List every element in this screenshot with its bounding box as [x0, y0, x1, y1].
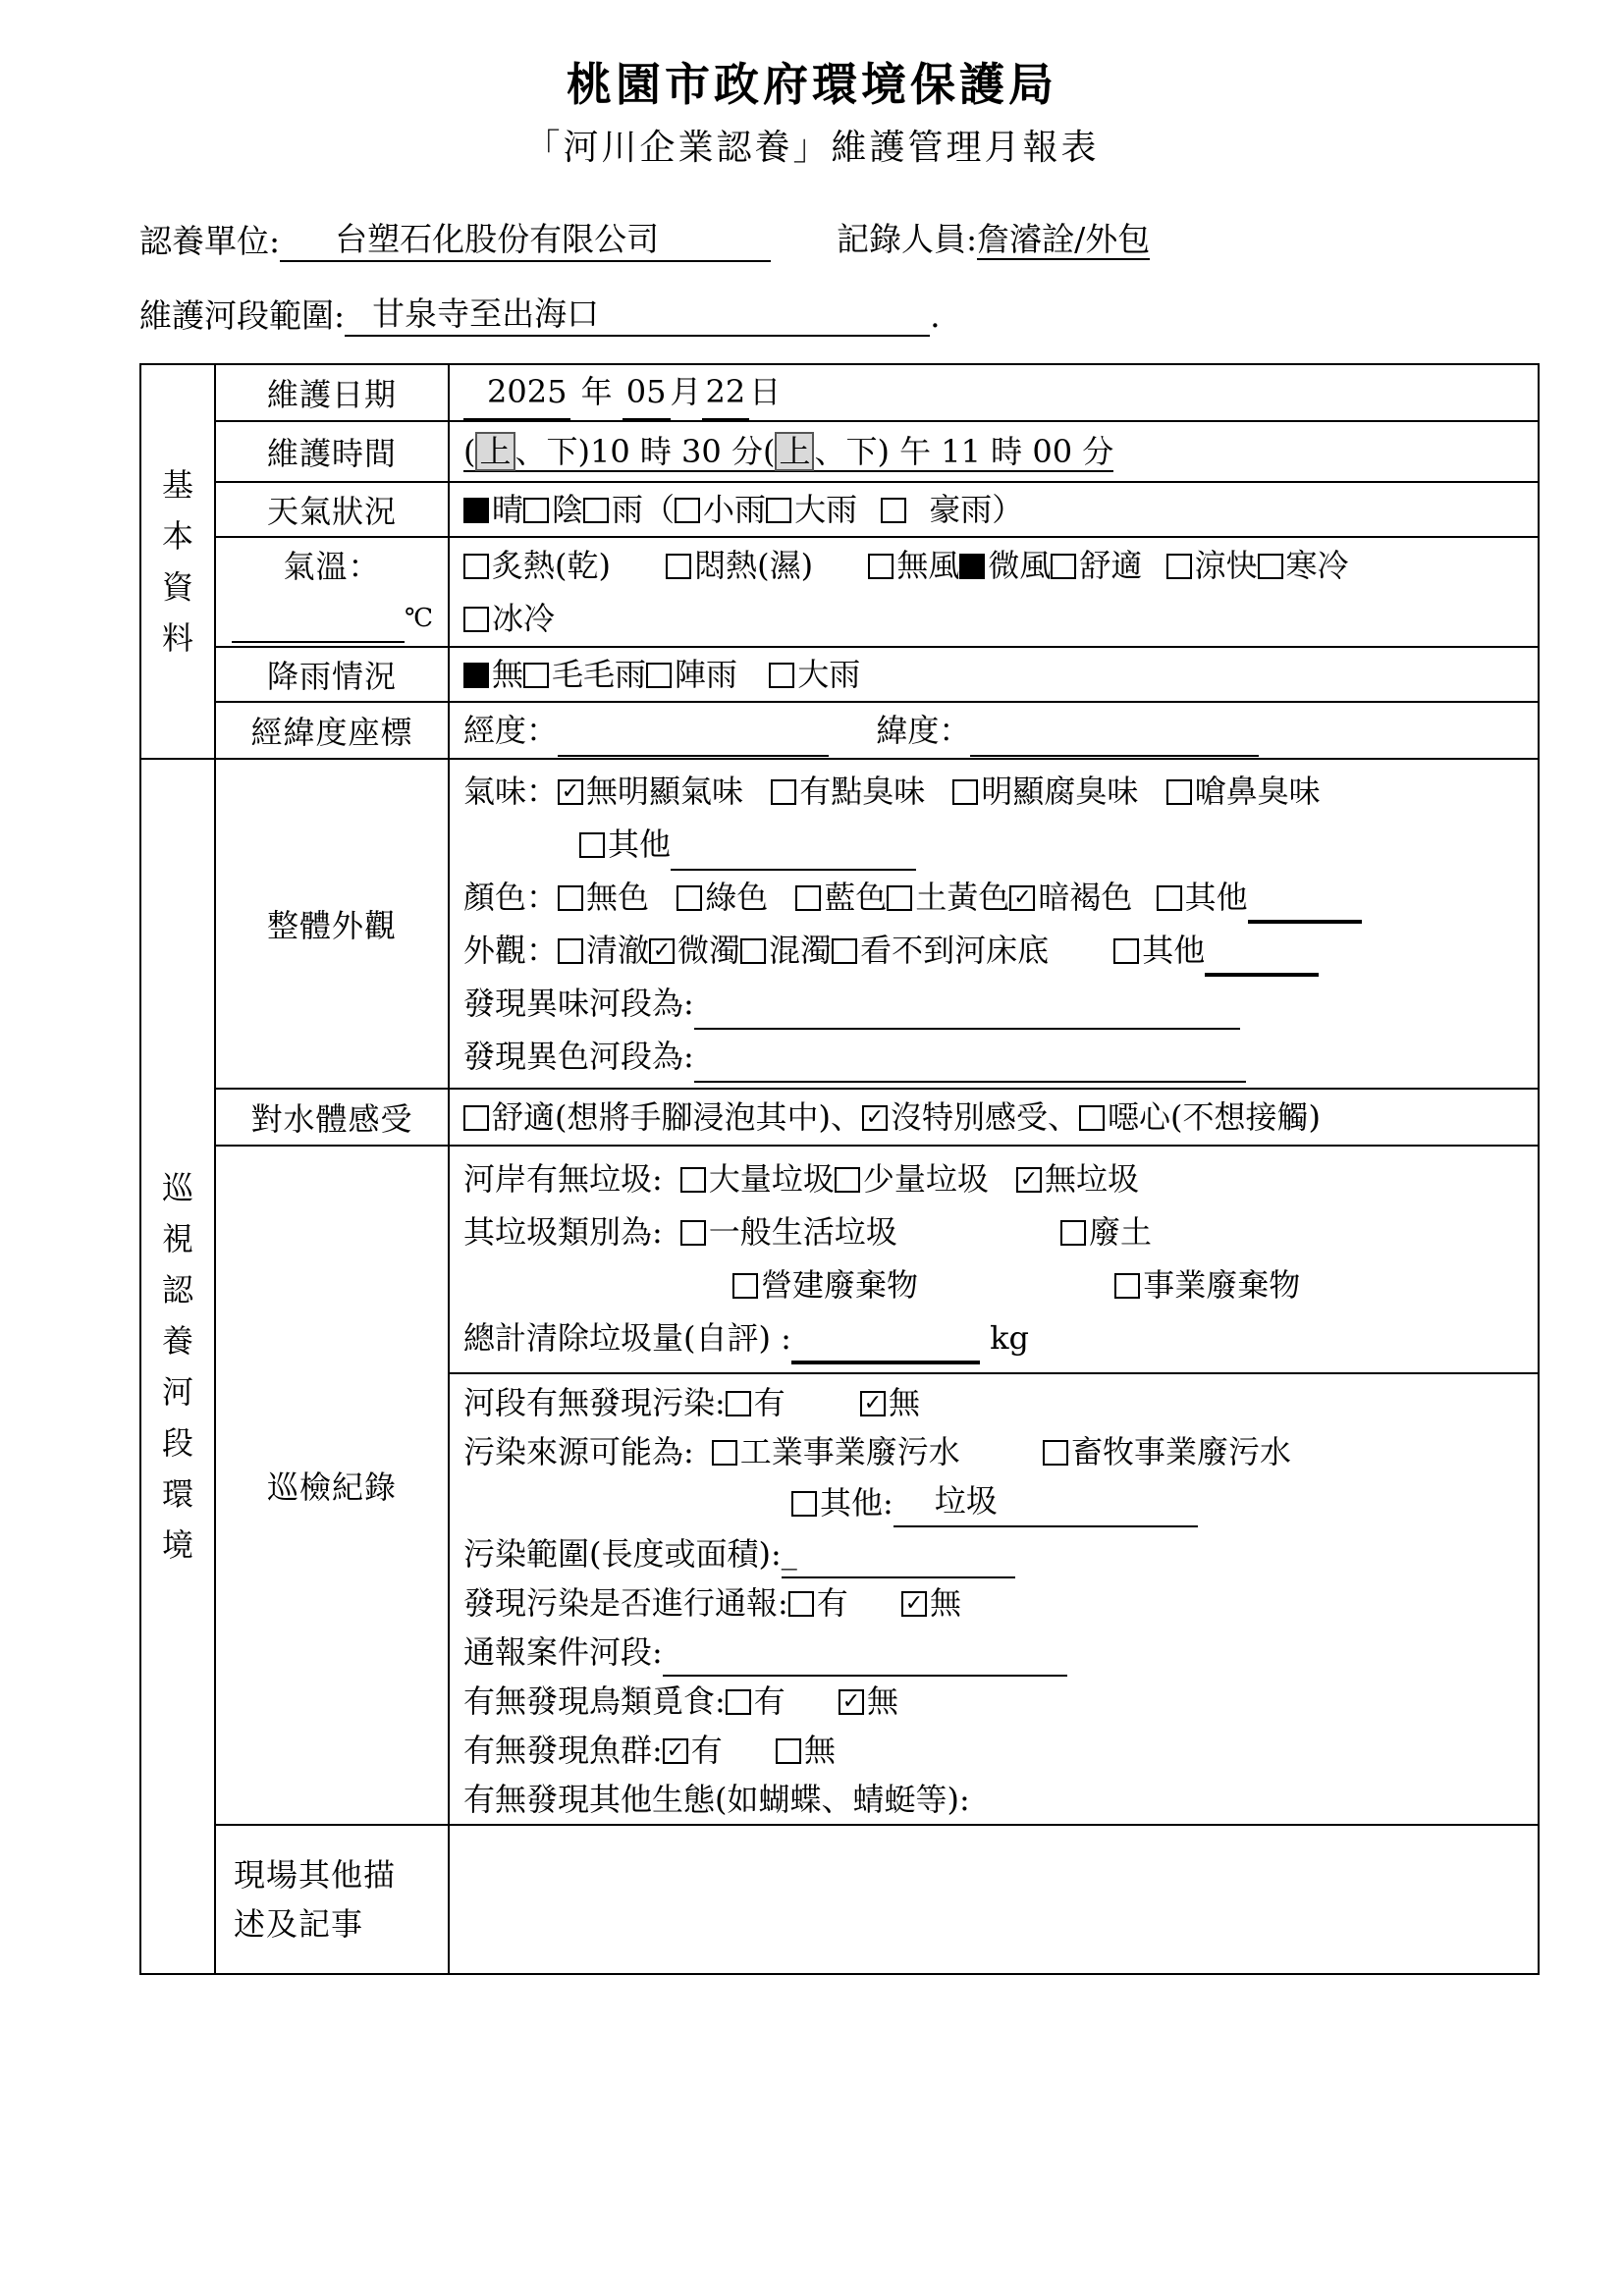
temp-unit: ℃	[405, 603, 435, 633]
temp-breeze-checkbox[interactable]	[959, 554, 985, 579]
odor-section-label: 發現異味河段為:	[463, 985, 694, 1022]
rain-shower-checkbox[interactable]	[646, 663, 672, 688]
notes-label	[215, 1825, 449, 1974]
source-other-checkbox[interactable]	[791, 1491, 817, 1517]
odor-pungent-label: 嗆鼻臭味	[1194, 773, 1321, 810]
time-end: 、下) 午 11 時 00 分	[814, 433, 1114, 470]
look-clear-checkbox[interactable]	[558, 938, 583, 964]
feeling-nothing-label: 沒特別感受、	[890, 1098, 1079, 1136]
weather-field	[449, 482, 1539, 537]
coord-lat-input[interactable]	[970, 755, 1259, 757]
coord-label: 經緯度座標	[215, 702, 449, 759]
section-end: .	[930, 296, 941, 335]
group-basic-label: 基本資料	[161, 466, 193, 657]
weather-light-label: 小雨	[703, 491, 767, 528]
type-industrial-label: 事業廢棄物	[1143, 1266, 1301, 1304]
recorder-value: 詹濬詮/外包	[977, 220, 1151, 258]
appearance-label: 整體外觀	[215, 759, 449, 1089]
temp-hot-dry-label: 炙熱(乾)	[492, 547, 611, 584]
time-am-2[interactable]: 上	[775, 432, 814, 471]
time-text	[463, 433, 1113, 472]
report-section-label: 通報案件河段:	[463, 1633, 663, 1671]
report-no-checkbox[interactable]	[901, 1591, 927, 1617]
report-label: 發現污染是否進行通報:	[463, 1584, 788, 1622]
color-yellow-checkbox[interactable]	[887, 885, 912, 911]
look-slight-label: 微濁	[677, 932, 741, 969]
feeling-disgust-checkbox[interactable]	[1079, 1105, 1105, 1131]
coord-lat-label: 緯度：	[876, 712, 971, 749]
time-am-1[interactable]: 上	[475, 432, 514, 471]
recorder-label: 記錄人員:	[837, 220, 978, 258]
range-input[interactable]	[782, 1527, 1015, 1578]
trash-lot-checkbox[interactable]	[680, 1167, 706, 1193]
temp-cell	[215, 537, 449, 647]
form-title: 「河川企業認養」維護管理月報表	[524, 128, 1100, 168]
weather-cloudy-checkbox[interactable]	[523, 498, 549, 523]
odor-none-label: 無明顯氣味	[586, 773, 744, 810]
weather-storm-label: 豪雨）	[929, 491, 1024, 528]
org-title: 桃園市政府環境保護局	[567, 58, 1057, 111]
trash-little-checkbox[interactable]	[835, 1167, 860, 1193]
temp-cool-label: 涼快	[1194, 547, 1258, 584]
date-day-unit: 日	[749, 373, 782, 410]
temp-breeze-label: 微風	[988, 547, 1052, 584]
look-other-label: 其他	[1142, 932, 1206, 969]
trash-none-checkbox[interactable]	[1016, 1167, 1042, 1193]
feeling-field	[449, 1089, 1539, 1146]
type-construction-label: 營建廢棄物	[761, 1266, 919, 1304]
group-basic	[140, 364, 215, 759]
temp-icy-checkbox[interactable]	[463, 607, 489, 632]
coord-field	[449, 702, 1539, 759]
time-start: 、下)10 時 30 分(	[514, 433, 776, 470]
time-field[interactable]	[449, 421, 1539, 482]
color-brown-checkbox[interactable]	[1009, 885, 1035, 911]
temp-comfort-label: 舒適	[1079, 547, 1143, 584]
source-other-label: 其他:	[820, 1484, 893, 1522]
feeling-nothing-checkbox[interactable]	[862, 1105, 888, 1131]
appearance-field	[449, 759, 1539, 1089]
color-section-label: 發現異色河段為:	[463, 1038, 694, 1075]
temp-cold-label: 寒冷	[1285, 547, 1349, 584]
type-household-checkbox[interactable]	[680, 1220, 706, 1246]
pollution-yes-label: 有	[753, 1384, 785, 1421]
section-value: 甘泉寺至出海口	[372, 294, 600, 333]
weather-cloudy-label: 陰	[552, 491, 584, 528]
temp-cold-checkbox[interactable]	[1258, 554, 1283, 579]
odor-other-checkbox[interactable]	[579, 832, 605, 858]
rain-shower-label: 陣雨	[675, 656, 738, 693]
color-label: 顏色：	[463, 879, 559, 916]
trash-little-label: 少量垃圾	[862, 1160, 989, 1198]
adopter-row	[139, 214, 771, 262]
report-yes-label: 有	[816, 1584, 848, 1622]
weather-heavy-label: 大雨	[794, 491, 858, 528]
date-year: 2025	[463, 365, 570, 420]
birds-yes-label: 有	[753, 1682, 785, 1720]
odor-slight-checkbox[interactable]	[771, 779, 796, 805]
fish-no-label: 無	[803, 1732, 836, 1769]
fish-yes-checkbox[interactable]	[663, 1738, 688, 1764]
recorder-row	[837, 214, 1150, 260]
color-none-checkbox[interactable]	[558, 885, 583, 911]
color-green-checkbox[interactable]	[677, 885, 702, 911]
rain-none-checkbox[interactable]	[463, 663, 489, 688]
inspection-field	[449, 1146, 1539, 1825]
source-livestock-label: 畜牧事業廢污水	[1070, 1433, 1291, 1470]
rain-drizzle-label: 毛毛雨	[552, 656, 647, 693]
look-bottom-checkbox[interactable]	[832, 938, 857, 964]
odor-pungent-checkbox[interactable]	[1166, 779, 1192, 805]
color-yellow-label: 土黃色	[915, 879, 1010, 916]
color-blue-checkbox[interactable]	[795, 885, 821, 911]
look-bottom-label: 看不到河床底	[860, 932, 1050, 969]
weather-sunny-checkbox[interactable]	[463, 498, 489, 523]
type-soil-label: 廢土	[1088, 1213, 1152, 1251]
color-other-label: 其他	[1184, 879, 1248, 916]
look-other-checkbox[interactable]	[1113, 938, 1139, 964]
weather-light-checkbox[interactable]	[675, 498, 700, 523]
pollution-block	[450, 1372, 1538, 1824]
pollution-label: 河段有無發現污染:	[463, 1384, 726, 1421]
temp-hot-humid-checkbox[interactable]	[666, 554, 691, 579]
trash-none-label: 無垃圾	[1045, 1160, 1140, 1198]
fish-no-checkbox[interactable]	[776, 1738, 801, 1764]
pollution-no-checkbox[interactable]	[860, 1391, 886, 1416]
odor-rotten-checkbox[interactable]	[952, 779, 978, 805]
fish-label: 有無發現魚群:	[463, 1732, 663, 1769]
rain-drizzle-checkbox[interactable]	[523, 663, 549, 688]
temp-no-wind-checkbox[interactable]	[868, 554, 893, 579]
pollution-yes-checkbox[interactable]	[726, 1391, 751, 1416]
weather-label: 天氣狀況	[215, 482, 449, 537]
odor-rotten-label: 明顯腐臭味	[981, 773, 1139, 810]
type-industrial-checkbox[interactable]	[1114, 1273, 1140, 1299]
odor-slight-label: 有點臭味	[799, 773, 926, 810]
group-patrol	[140, 759, 215, 1974]
source-other-input[interactable]	[893, 1476, 1198, 1527]
section-row	[139, 289, 941, 337]
birds-yes-checkbox[interactable]	[726, 1689, 751, 1715]
color-blue-label: 藍色	[824, 879, 888, 916]
date-day: 22	[702, 365, 750, 420]
rain-label: 降雨情況	[215, 647, 449, 702]
color-other-checkbox[interactable]	[1157, 885, 1182, 911]
look-turbid-checkbox[interactable]	[740, 938, 766, 964]
source-other-value: 垃圾	[934, 1482, 998, 1520]
trash-block	[463, 1147, 1538, 1372]
temp-comfort-checkbox[interactable]	[1051, 554, 1076, 579]
look-clear-label: 清澈	[586, 932, 650, 969]
report-yes-checkbox[interactable]	[788, 1591, 814, 1617]
weather-rain-label: 雨（	[612, 491, 676, 528]
temp-label: 氣溫：	[283, 547, 381, 585]
type-soil-checkbox[interactable]	[1060, 1220, 1086, 1246]
birds-label: 有無發現鳥類覓食:	[463, 1682, 726, 1720]
feeling-comfort-checkbox[interactable]	[463, 1105, 489, 1131]
feeling-comfort-label: 舒適(想將手腳浸泡其中)、	[492, 1098, 862, 1136]
coord-lng-input[interactable]	[558, 755, 829, 757]
type-label: 其垃圾類別為:	[463, 1213, 663, 1251]
temp-no-wind-label: 無風	[896, 547, 960, 584]
inspection-label: 巡檢紀錄	[215, 1146, 449, 1825]
adopter-label: 認養單位:	[139, 222, 281, 260]
report-no-label: 無	[929, 1584, 961, 1622]
temp-hot-dry-checkbox[interactable]	[463, 554, 489, 579]
pollution-no-label: 無	[888, 1384, 920, 1421]
notes-label-text: 現場其他描述及記事	[234, 1856, 397, 1943]
temp-input[interactable]	[232, 641, 405, 643]
notes-field[interactable]	[449, 1825, 1539, 1974]
temp-cool-checkbox[interactable]	[1166, 554, 1192, 579]
color-brown-label: 暗褐色	[1038, 879, 1133, 916]
odor-other-label: 其他	[608, 826, 672, 863]
source-livestock-checkbox[interactable]	[1043, 1440, 1068, 1466]
source-label: 污染來源可能為:	[463, 1433, 694, 1470]
time-label: 維護時間	[215, 421, 449, 482]
coord-lng-label: 經度：	[463, 712, 559, 749]
date-month: 05	[623, 365, 671, 420]
date-label: 維護日期	[215, 364, 449, 421]
color-none-label: 無色	[586, 879, 650, 916]
source-industry-label: 工業事業廢污水	[739, 1433, 960, 1470]
total-unit: kg	[990, 1319, 1029, 1357]
report-form	[139, 363, 1540, 1975]
weather-heavy-checkbox[interactable]	[766, 498, 791, 523]
rain-heavy-label: 大雨	[797, 656, 861, 693]
range-value: _	[781, 1533, 797, 1571]
temp-field	[449, 537, 1539, 647]
trash-label: 河岸有無垃圾:	[463, 1160, 663, 1198]
date-field[interactable]	[449, 364, 1539, 421]
color-green-label: 綠色	[705, 879, 769, 916]
range-label: 污染範圍(長度或面積):	[463, 1535, 782, 1573]
feeling-label: 對水體感受	[215, 1089, 449, 1146]
look-slight-checkbox[interactable]	[649, 938, 675, 964]
odor-none-checkbox[interactable]	[558, 779, 583, 805]
birds-no-label: 無	[866, 1682, 898, 1720]
group-patrol-label: 巡視認養河段環境	[161, 1169, 193, 1564]
type-construction-checkbox[interactable]	[732, 1273, 758, 1299]
total-input[interactable]	[791, 1361, 980, 1364]
type-household-label: 一般生活垃圾	[708, 1213, 897, 1251]
look-label: 外觀：	[463, 932, 559, 969]
temp-icy-label: 冰冷	[492, 600, 556, 637]
odor-label: 氣味：	[463, 773, 559, 810]
look-turbid-label: 混濁	[769, 932, 833, 969]
eco-label: 有無發現其他生態(如蝴蝶、蜻蜓等):	[463, 1781, 970, 1818]
total-label: 總計清除垃圾量(自評) :	[463, 1319, 791, 1357]
date-year-unit: 年	[580, 373, 613, 410]
trash-lot-label: 大量垃圾	[708, 1160, 835, 1198]
feeling-disgust-label: 噁心(不想接觸)	[1108, 1098, 1321, 1136]
weather-sunny-label: 晴	[492, 491, 524, 528]
weather-rain-checkbox[interactable]	[583, 498, 609, 523]
temp-hot-humid-label: 悶熱(濕)	[694, 547, 814, 584]
color-section-input[interactable]	[694, 1081, 1246, 1083]
rain-none-label: 無	[492, 656, 524, 693]
rain-field	[449, 647, 1539, 702]
time-paren: (	[463, 433, 476, 470]
source-industry-checkbox[interactable]	[712, 1440, 737, 1466]
birds-no-checkbox[interactable]	[839, 1689, 864, 1715]
date-month-unit: 月	[670, 373, 702, 410]
adopter-value: 台塑石化股份有限公司	[335, 220, 660, 258]
weather-storm-checkbox[interactable]	[881, 498, 906, 523]
fish-yes-label: 有	[690, 1732, 723, 1769]
section-label: 維護河段範圍:	[139, 296, 346, 335]
rain-heavy-checkbox[interactable]	[769, 663, 794, 688]
